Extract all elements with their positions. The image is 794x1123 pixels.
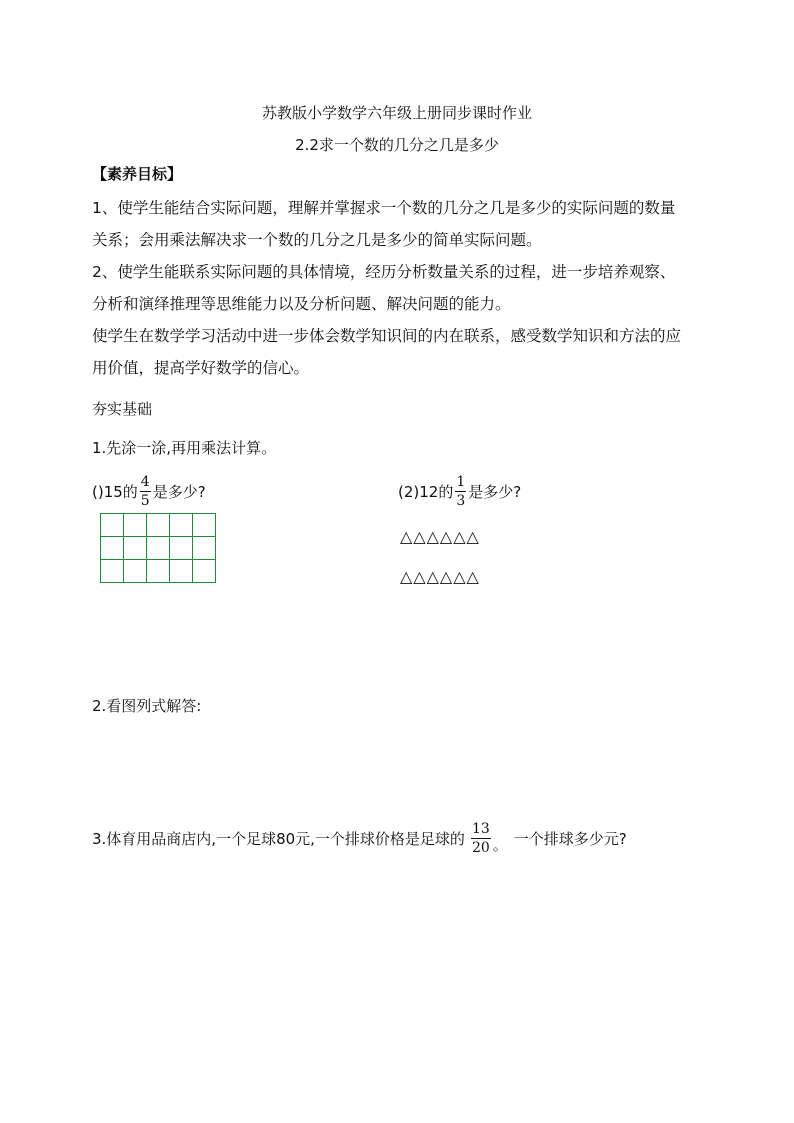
grid-cell: [193, 537, 216, 560]
document-title: 苏教版小学数学六年级上册同步课时作业: [261, 104, 532, 122]
fraction-denominator: 3: [456, 493, 466, 509]
fraction-13-20: [471, 822, 491, 855]
fraction-4-5: [140, 475, 151, 508]
part-1-suffix: 是多少?: [152, 483, 206, 501]
goal-2-line-1: 2、使学生能联系实际问题的具体情境，经历分析数量关系的过程，进一步培养观察、: [92, 263, 676, 281]
grid-cell: [101, 560, 124, 583]
question-3: [92, 822, 627, 855]
grid-cell: [147, 514, 170, 537]
grid-cell: [147, 537, 170, 560]
goals-heading: 【素养目标】: [92, 165, 183, 183]
grid-cell: [147, 560, 170, 583]
goal-1-line-1: 1、使学生能结合实际问题，理解并掌握求一个数的几分之几是多少的实际问题的数量: [92, 199, 676, 217]
grid-cell: [193, 560, 216, 583]
fraction-denominator: 20: [471, 840, 490, 856]
grid-cell: [124, 537, 147, 560]
fraction-1-3: [455, 475, 466, 508]
fraction-denominator: 5: [140, 493, 150, 509]
fraction-numerator: 13: [471, 821, 490, 837]
part-1-prefix: ()15的: [92, 483, 138, 501]
grid-cell: [170, 560, 193, 583]
grid-cell: [124, 514, 147, 537]
part-2-suffix: 是多少?: [468, 483, 522, 501]
triangle-row-1: △△△△△△: [400, 527, 480, 546]
question-1-part-1: [92, 475, 206, 508]
part-2-prefix: (2)12的: [398, 483, 454, 501]
grid-cell: [170, 514, 193, 537]
lesson-subtitle: 2.2求一个数的几分之几是多少: [295, 136, 499, 154]
grid-cell: [170, 537, 193, 560]
grid-cell: [124, 560, 147, 583]
basics-heading: 夯实基础: [92, 400, 153, 418]
question-3-suffix: 一个排球多少元?: [513, 830, 627, 848]
question-2-prompt: 2.看图列式解答:: [92, 697, 202, 715]
question-3-mark: 。: [492, 836, 508, 854]
grid-cell: [101, 514, 124, 537]
goal-1-line-2: 关系；会用乘法解决求一个数的几分之几是多少的简单实际问题。: [92, 231, 542, 249]
grid-cell: [193, 514, 216, 537]
coloring-grid: [100, 513, 216, 583]
question-1-prompt: 1.先涂一涂,再用乘法计算。: [92, 439, 277, 457]
goal-3-line-1: 使学生在数学学习活动中进一步体会数学知识间的内在联系，感受数学知识和方法的应: [92, 327, 682, 345]
grid-cell: [101, 537, 124, 560]
goal-2-line-2: 分析和演绎推理等思维能力以及分析问题、解决问题的能力。: [92, 295, 511, 313]
question-3-prefix: 3.体育用品商店内,一个足球80元,一个排球价格是足球的: [92, 830, 465, 848]
fraction-numerator: 1: [456, 474, 466, 490]
goal-3-line-2: 用价值，提高学好数学的信心。: [92, 359, 310, 377]
triangle-row-2: △△△△△△: [400, 567, 480, 586]
fraction-numerator: 4: [140, 474, 150, 490]
question-1-part-2: [398, 475, 521, 508]
